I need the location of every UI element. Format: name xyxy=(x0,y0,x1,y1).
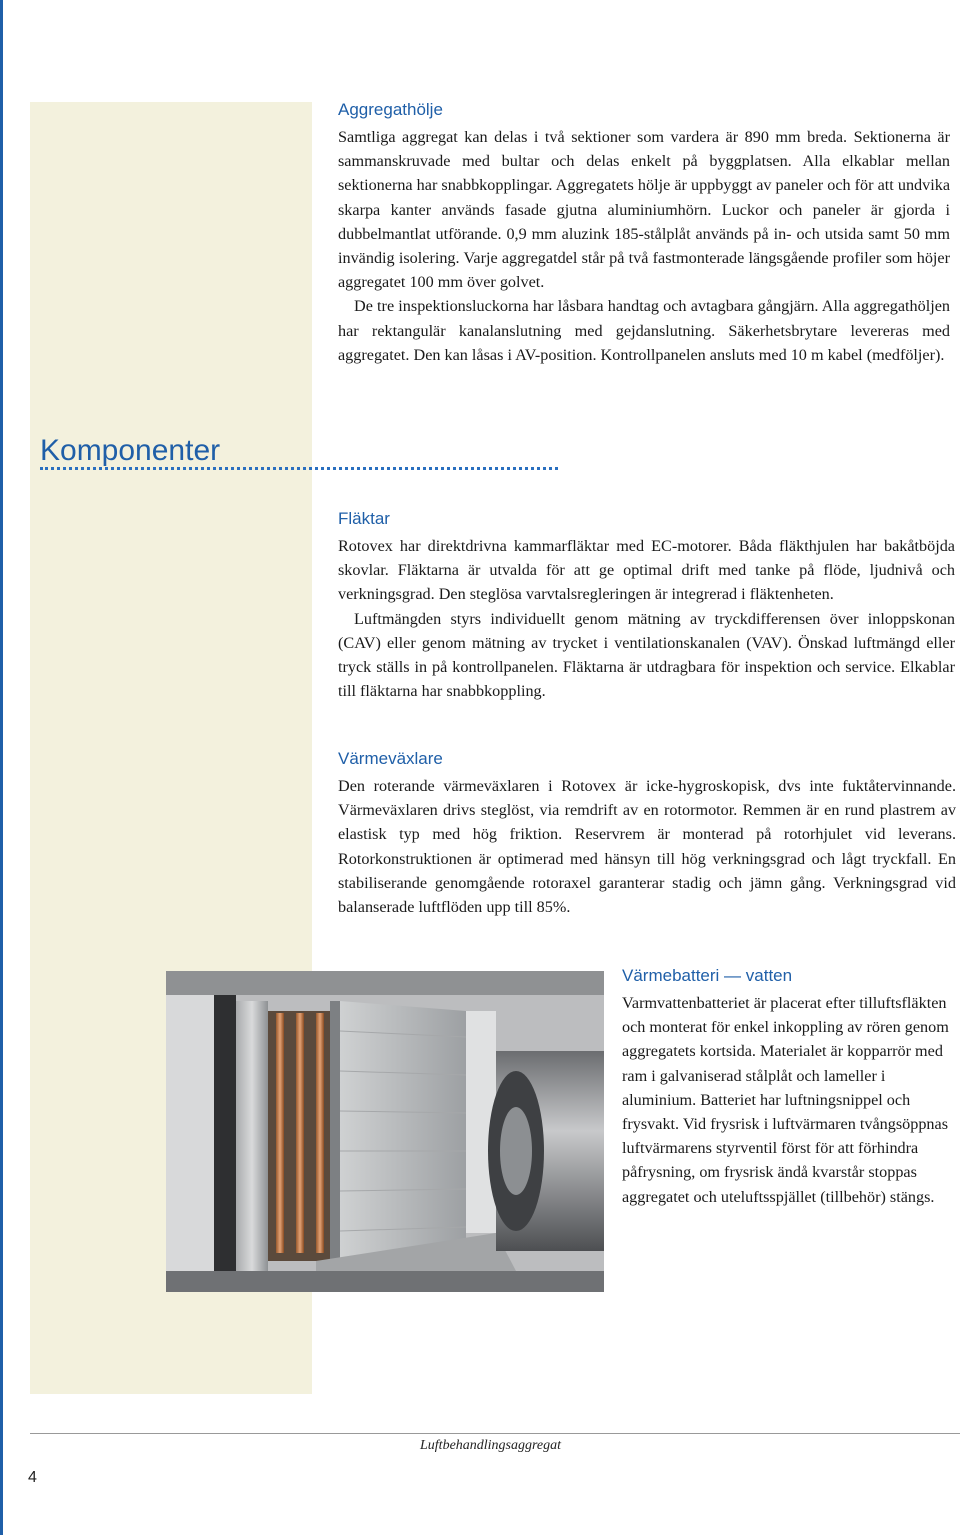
section-aggregatholje xyxy=(338,99,950,367)
paragraph: Luftmängden styrs individuellt genom mätning av tryckdifferensen över inloppskonan (CAV) eller genom mätning av trycket i ventilationskanalen (VAV). Önskad luftmängd eller tryck ställs in på kontrollpanelen. Fläktarna är utdragbara för inspektion och service. Elkablar till fläktarna har snabbkoppling. xyxy=(338,609,955,701)
dotted-divider xyxy=(40,467,558,470)
paragraph: De tre inspektionsluckorna har låsbara handtag och avtagbara gångjärn. Alla aggregathöljen har rektangulär kanalanslutning med gejdanslutning. Säkerhetsbrytare levereras med aggregatet. Den kan låsas i AV-position. Kontrollpanelen ansluts med 10 m kabel (medföljer). xyxy=(338,297,950,364)
product-photo xyxy=(166,971,604,1292)
footer-title: Luftbehandlingsaggregat xyxy=(420,1438,562,1453)
footer-divider xyxy=(30,1433,960,1434)
heading-flaktar: Fläktar xyxy=(338,509,390,528)
heading-varmevaxlare: Värmeväxlare xyxy=(338,749,443,768)
paragraph: Den roterande värmeväxlaren i Rotovex är icke-hygroskopisk, dvs inte fuktåtervinnande. Värmeväxlaren drivs steglöst, via remdrift av en rotormotor. Remmen är en rund plastrem av elastisk typ med hög friktion. Reservrem är monterad på rotorhjulet vid leverans. Rotorkonstruktionen är optimerad med hänsyn till hög verkningsgrad och lågt tryckfall. En stabiliserande genomgående rotoraxel garanterar stadig och jämn gång. Verkningsgrad vid balanserade luftflöden upp till 85%. xyxy=(338,777,956,917)
section-varmebatteri xyxy=(622,965,958,1209)
section-varmevaxlare xyxy=(338,748,956,919)
heading-varmebatteri: Värmebatteri — vatten xyxy=(622,966,793,985)
page-edge-stripe xyxy=(0,0,3,1535)
heading-aggregatholje: Aggregathölje xyxy=(338,100,443,119)
paragraph: Varmvattenbatteriet är placerat efter tilluftsfläkten och monterat för enkel inkoppling av rören genom aggregatets kortsida. Materialet är kopparrör med ram i galvaniserad stålplåt och lameller i aluminium. Batteriet har luftningsnippel och frysvakt. Vid frysrisk i luftvärmaren tvångsöppnas luftvärmarens styrventil först för att förhindra påfrysning, om frysrisk ändå kvarstår stoppas aggregatet och uteluftsspjället (tillbehör) stängs. xyxy=(622,994,949,1206)
section-flaktar xyxy=(338,508,955,703)
section-label: Komponenter xyxy=(40,434,221,467)
page-number: 4 xyxy=(28,1469,37,1486)
unit-interior-illustration xyxy=(166,971,604,1292)
paragraph: Samtliga aggregat kan delas i två sektioner som vardera är 890 mm breda. Sektionerna är sammanskruvade med bultar och delas enkelt på byggplatsen. Alla elkablar mellan sektionerna har snabbkopplingar. Aggregatets hölje är uppbyggt av paneler och för att undvika skarpa kanter används fasade gjutna aluminiumhörn. Luckor och paneler är gjorda i dubbelmantlat utförande. 0,9 mm aluzink 185-stålplåt används på in- och utsida samt 50 mm invändig isolering. Varje aggregatdel står på två fastmonterade längsgående profiler som höjer aggregatet 100 mm över golvet. xyxy=(338,128,950,292)
paragraph: Rotovex har direktdrivna kammarfläktar med EC-motorer. Båda fläkthjulen har bakåtböjda skovlar. Fläktarna är utvalda för att ge optimal drift med tanke på flöde, ljudnivå och verkningsgrad. Den steglösa varvtalsregleringen är integrerad i fläktenheten. xyxy=(338,537,955,604)
